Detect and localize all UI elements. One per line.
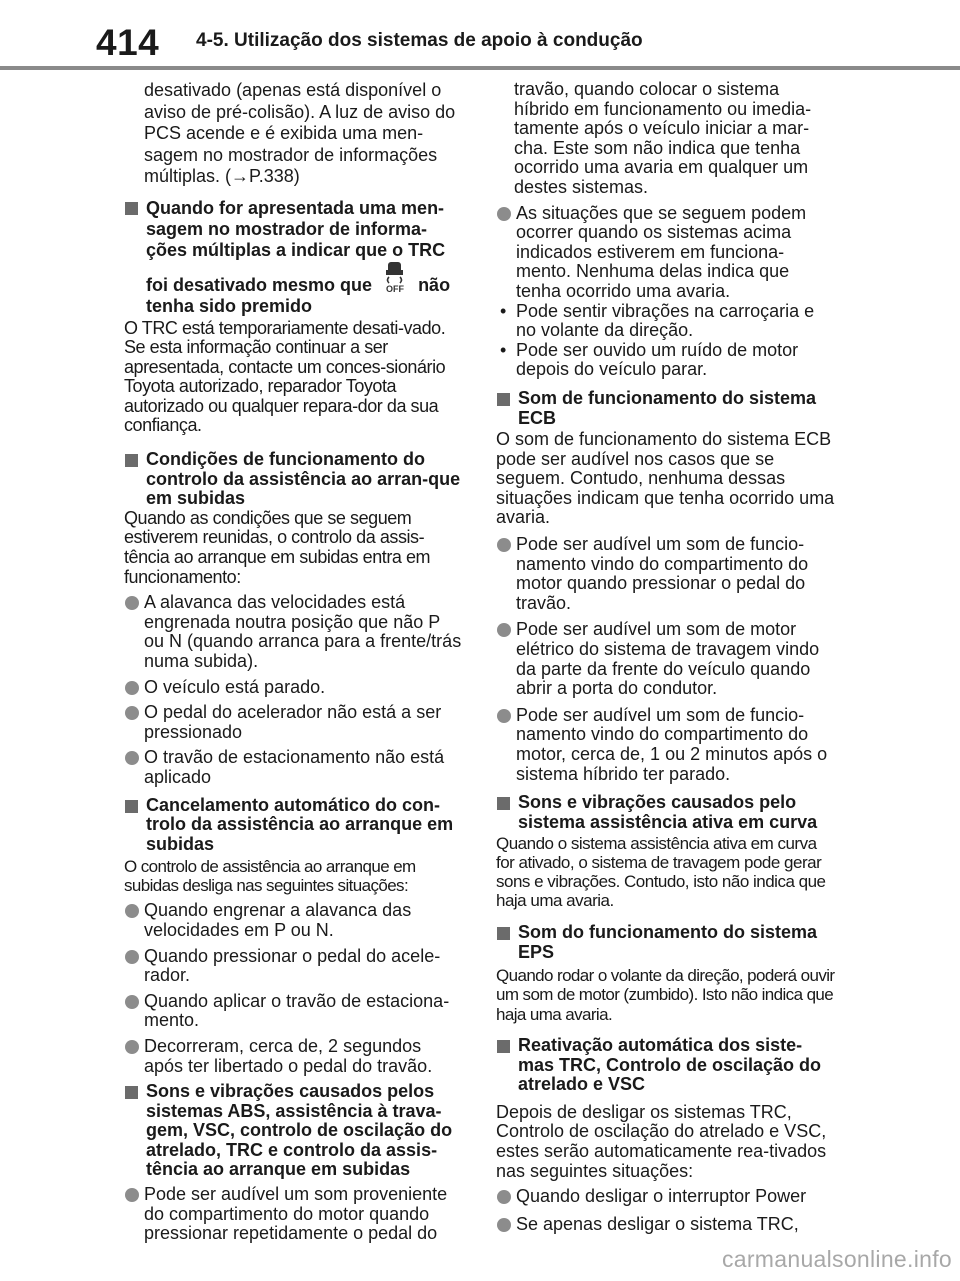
list-item: As situações que se seguem podem ocorrer quando os sistemas acima indicados estiverem em funciona-mento. Nenhuma delas indica que tenha ocorrido uma avaria. (496, 204, 836, 302)
paragraph: Depois de desligar os sistemas TRC, Controlo de oscilação do atrelado e VSC, estes serão automaticamente rea-tivados nas seguintes situações: (496, 1101, 827, 1181)
intro-text: desativado (apenas está disponível o aviso de pré-colisão). A luz de aviso do PCS acende e é exibida uma men-sagem no mostrador de informações múltiplas. ( (144, 80, 456, 186)
paragraph: O TRC está temporariamente desati-vado. Se esta informação continuar a ser apresentada, contacte um conces-sionário Toyota autorizado, reparador Toyota autorizado ou qualquer repara-dor da sua confiança. (124, 317, 446, 436)
heading-text: Quando for apresentada uma men-sagem no mostrador de informa-ções múltiplas a indicar que o TRC foi desativado mesmo que (146, 197, 446, 295)
heading-hill-start-cancel: Cancelamento automático do con-trolo da assistência ao arranque em subidas (124, 796, 464, 855)
watermark: carmanualsonline.info (721, 1246, 952, 1272)
heading-auto-reactivation: Reativação automática dos siste-mas TRC, Controlo de oscilação do atrelado e VSC (496, 1036, 836, 1095)
list-item: Se apenas desligar o sistema TRC, (496, 1215, 836, 1235)
left-column (124, 80, 464, 1244)
list-item: O travão de estacionamento não está aplicado (124, 748, 464, 787)
right-column (496, 80, 836, 1234)
paragraph: Quando o sistema assistência ativa em curva for ativado, o sistema de travagem pode gerar sons e vibrações. Contudo, isto não indica que haja uma avaria. (496, 834, 826, 911)
heading-trc-message (124, 198, 464, 317)
arrow-icon: → (231, 166, 250, 186)
paragraph: O controlo de assistência ao arranque em subidas desliga nas seguintes situações: (124, 857, 416, 896)
list-item: Quando desligar o interruptor Power (496, 1187, 836, 1207)
list-item: Quando aplicar o travão de estaciona-mento. (124, 992, 464, 1031)
paragraph: O som de funcionamento do sistema ECB pode ser audível nos casos que se seguem. Contudo, nenhuma dessas situações indicam que tenha ocorrido uma avaria. (496, 429, 835, 528)
list-item: Quando engrenar a alavanca das velocidades em P ou N. (124, 901, 464, 940)
continued-paragraph: travão, quando colocar o sistema híbrido em funcionamento ou imedia-tamente após o veículo iniciar a mar-cha. Este som não indica que tenha ocorrido uma avaria em qualquer um destes sistemas. (514, 79, 812, 197)
list-item: A alavanca das velocidades está engrenada noutra posição que não P ou N (quando arranca para a frente/trás numa subida). (124, 593, 464, 671)
page-number: 414 (96, 22, 160, 63)
header-divider (0, 66, 960, 70)
list-item: Decorreram, cerca de, 2 segundos após ter libertado o pedal do travão. (124, 1037, 464, 1076)
list-item: Pode ser audível um som de funcio-namento vindo do compartimento do motor quando pressionar o pedal do travão. (496, 535, 836, 613)
heading-hill-start-conditions: Condições de funcionamento do controlo da assistência ao arran-que em subidas (124, 450, 464, 509)
heading-ecb-sound: Som de funcionamento do sistema ECB (496, 389, 836, 428)
page-header (0, 0, 960, 68)
list-item: Pode ser audível um som de motor elétrico do sistema de travagem vindo da parte da frente do veículo quando abrir a porta do condutor. (496, 620, 836, 698)
svg-text:OFF: OFF (386, 283, 405, 293)
trc-off-icon (378, 261, 412, 293)
heading-text-end: não tenha sido premido (146, 274, 451, 316)
intro-paragraph (124, 80, 464, 188)
list-item: Pode ser audível um som proveniente do compartimento do motor quando pressionar repetidamente o pedal do (124, 1185, 464, 1244)
paragraph: Quando as condições que se seguem estiverem reunidas, o controlo da assis-tência ao arranque em subidas entra em funcionamento: (124, 507, 431, 587)
list-item: O pedal do acelerador não está a ser pressionado (124, 703, 464, 742)
page-reference: P.338) (249, 166, 300, 186)
list-item: Quando pressionar o pedal do acele-rador. (124, 947, 464, 986)
list-item: O veículo está parado. (124, 678, 464, 698)
section-title: 4-5. Utilização dos sistemas de apoio à condução (196, 30, 643, 51)
list-item: Pode ser audível um som de funcio-namento vindo do compartimento do motor, cerca de, 1 ou 2 minutos após o sistema híbrido ter parado. (496, 706, 836, 784)
paragraph: Quando rodar o volante da direção, poderá ouvir um som de motor (zumbido). Isto não indica que haja uma avaria. (496, 965, 835, 1024)
sub-list-item: • Pode ser ouvido um ruído de motor depois do veículo parar. (496, 341, 836, 380)
sub-list-item: • Pode sentir vibrações na carroçaria e no volante da direção. (496, 302, 836, 341)
heading-brake-system-sounds: Sons e vibrações causados pelos sistemas ABS, assistência à trava-gem, VSC, controlo de oscilação do atrelado, TRC e controlo da assis-tência ao arranque em subidas (124, 1082, 464, 1180)
heading-eps-sound: Som do funcionamento do sistema EPS (496, 923, 836, 962)
heading-active-cornering-sounds: Sons e vibrações causados pelo sistema assistência ativa em curva (496, 793, 836, 832)
